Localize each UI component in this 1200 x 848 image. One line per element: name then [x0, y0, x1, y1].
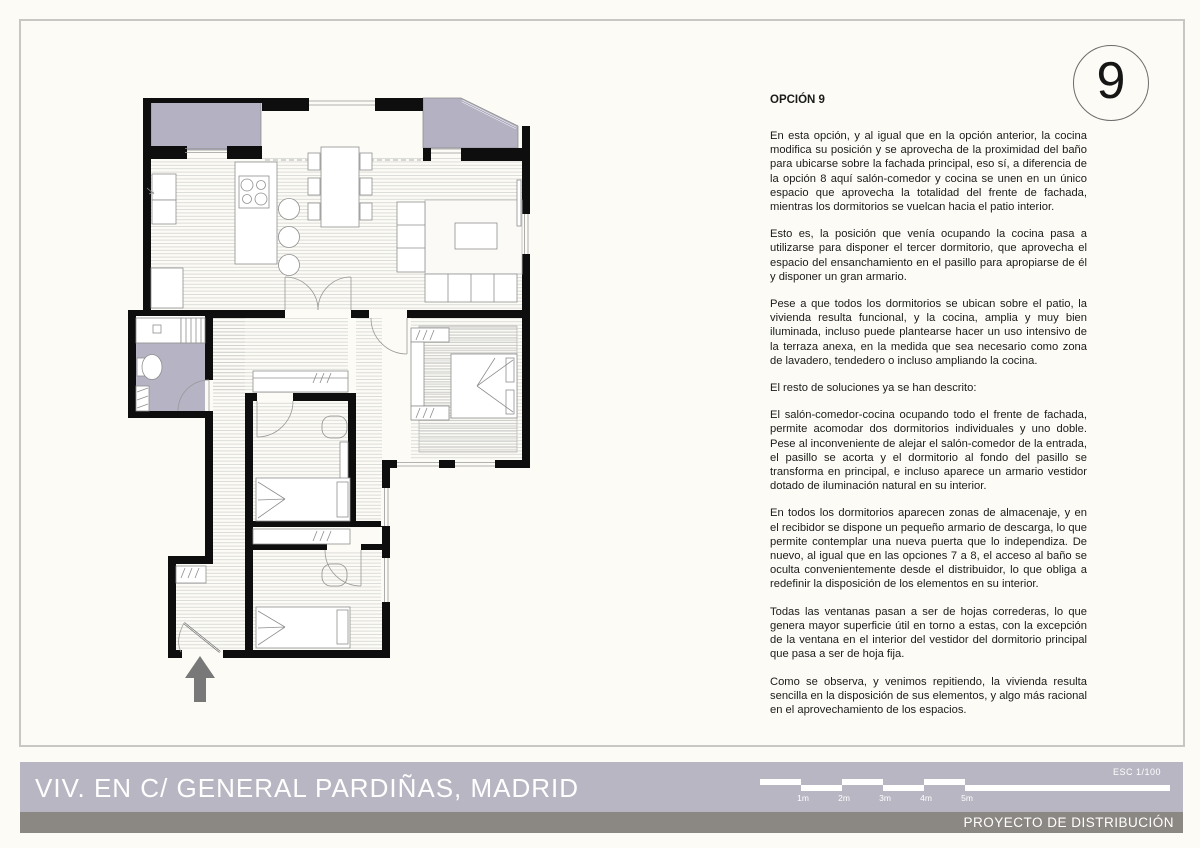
paragraph: Todas las ventanas pasan a ser de hojas correderas, lo que genera mayor superficie útil en torno a estas, con la excepción de la ventana en el interior del vestidor del dormitorio principal que pasa a ser de hoja fija.	[770, 605, 1087, 661]
scale-label: ESC 1/100	[1112, 767, 1161, 777]
scale-tick: 1m	[797, 793, 809, 803]
project-title: VIV. EN C/ GENERAL PARDIÑAS, MADRID	[35, 773, 580, 803]
scale-tick: 2m	[838, 793, 850, 803]
description-column	[770, 94, 1087, 730]
option-title: OPCIÓN 9	[770, 94, 825, 106]
paragraph: En esta opción, y al igual que en la opción anterior, la cocina modifica su posición y se aprovecha de la proximidad del baño para ubicarse sobre la fachada principal, eso sí, a diferencia de la opción 8 aquí salón-comedor y cocina se unen en un único espacio que aprovecha la totalidad del frente de fachada, mientras los dormitorios se vuelcan hacia el patio interior.	[770, 130, 1087, 214]
master-bedroom	[371, 318, 517, 452]
footer-title-band	[20, 762, 1183, 812]
department-title: PROYECTO DE DISTRIBUCIÓN	[963, 815, 1174, 830]
paragraph: Pese a que todos los dormitorios se ubican sobre el patio, la vivienda resulta funcional, y la cocina, amplia y muy bien iluminada, incluso puede plantearse hacer un uso intensivo de la terraza anexa, en la medida que sea necesario como zona de lavadero, tendedero o incluso ampliando la cocina.	[770, 298, 1087, 367]
paragraph: Como se observa, y venimos repitiendo, la vivienda resulta sencilla en la disposición de sus elementos, y algo más racional en el aprovechamiento de los espacios.	[770, 675, 1087, 716]
page-number: 9	[1096, 52, 1126, 110]
floor-plan	[125, 90, 555, 702]
entrance-arrow	[185, 656, 215, 702]
paragraph: El resto de soluciones ya se han descrito:	[770, 382, 977, 395]
scale-tick: 4m	[920, 793, 932, 803]
paragraph: El salón-comedor-cocina ocupando todo el frente de fachada, permite acomodar dos dormitorios individuales y uno doble. Pese al inconveniente de alejar el salón-comedor de la entrada, el pasillo se acorta y el dormitorio al fondo del pasillo se transforma en principal, e incluso aparece un armario vestidor dotado de iluminación natural en su interior.	[770, 409, 1087, 493]
paragraph: Esto es, la posición que venía ocupando la cocina pasa a utilizarse para disponer el tercer dormitorio, que aprovecha el espacio del ensanchamiento en el pasillo para apropiarse de él y disponer un gran armario.	[770, 228, 1087, 283]
scale-tick: 5m	[961, 793, 973, 803]
scale-tick: 3m	[879, 793, 891, 803]
footer-department-band	[20, 812, 1183, 833]
bathroom	[136, 316, 209, 411]
paragraph: En todos los dormitorios aparecen zonas de almacenaje, y en el recibidor se dispone un pequeño armario de descarga, lo que permite contemplar una nueva puerta que lo independiza. De nuevo, al igual que en las opciones 7 a 8, el acceso al baño se oculta convenientemente desde el distribuidor, lo que obliga a redefinir la disposición de los elementos en su interior.	[770, 507, 1087, 591]
